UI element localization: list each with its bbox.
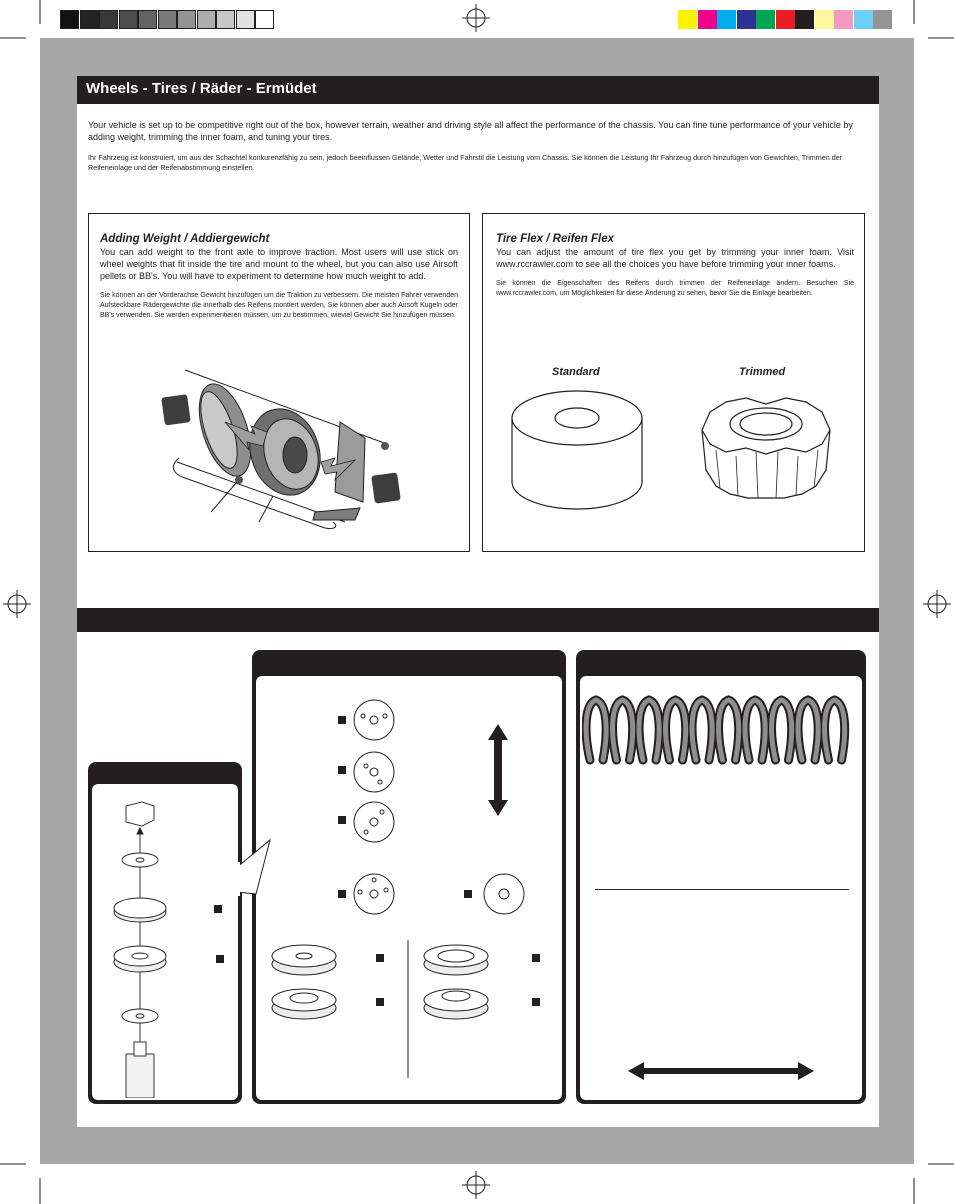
trimmed-label: Trimmed — [739, 366, 786, 378]
spring-diagram — [582, 694, 858, 766]
wheel-weight-diagram — [155, 362, 405, 532]
color-swatch — [255, 10, 274, 29]
adding-weight-text-de: Sie können an der Vorderachse Gewicht hinzufügen um die Traktion zu verbessern. Die meisten Fahrer verwenden Aufsteckbare Rädergewichte die innerhalb des Reifens montiert werden, Sie können aber auch Airsoft Kugeln oder BB's verwenden. Sie werden experimentieren müssen, um zu bestimmen, wieviel Gewicht Sie hinzufügen müssen. — [100, 292, 458, 319]
part-marker — [532, 998, 540, 1006]
callout-pointer — [232, 838, 272, 898]
shock-stack-diagram — [100, 798, 200, 1098]
color-swatch — [834, 10, 853, 29]
color-swatch — [216, 10, 235, 29]
color-swatch — [678, 10, 697, 29]
part-marker — [338, 816, 346, 824]
intro-text-en: Your vehicle is set up to be competitive right out of the box, however terrain, weather and driving style all affect the performance of the chassis. You can fine tune performance of your vehicle by adding weight, trimming the inner foam, and tuning your tires. — [88, 120, 853, 142]
horizontal-double-arrow — [628, 1062, 814, 1080]
color-swatch — [138, 10, 157, 29]
adding-weight-text-en: You can add weight to the front axle to improve traction. Most users will use stick on wheel weights that fit inside the tire and mount to the wheel, but you can also use Airsoft pellets or BB's. You will have to experiment to determine how much weight to add. — [100, 247, 458, 281]
color-swatch — [158, 10, 177, 29]
standard-label: Standard — [552, 366, 600, 378]
color-swatch — [795, 10, 814, 29]
color-swatch — [717, 10, 736, 29]
color-swatch — [854, 10, 873, 29]
section-bar-2 — [77, 608, 879, 632]
color-swatch — [177, 10, 196, 29]
adding-weight-title: Adding Weight / Addiergewicht — [100, 233, 270, 245]
color-swatch — [80, 10, 99, 29]
part-marker — [216, 955, 224, 963]
piston-diagram — [330, 696, 530, 926]
color-swatch — [119, 10, 138, 29]
part-marker — [338, 890, 346, 898]
divider-line — [595, 889, 849, 890]
part-marker — [338, 716, 346, 724]
part-marker — [338, 766, 346, 774]
part-marker — [214, 905, 222, 913]
part-marker — [376, 998, 384, 1006]
color-swatch — [236, 10, 255, 29]
section-title: Wheels - Tires / Räder - Ermüdet — [86, 80, 317, 97]
piston-side-diagram — [268, 938, 548, 1078]
tire-flex-title: Tire Flex / Reifen Flex — [496, 233, 615, 245]
tire-flex-text-de: Sie können die Eigenschaften des Reifens durch trimmen der Reifeneinlage ändern. Besuchen Sie www.rccrawler.com, um Möglichkeiten für diese Änderung zu sehen, bevor Sie die Einlage bearbeiten. — [496, 280, 854, 297]
color-swatch — [776, 10, 795, 29]
color-swatch — [60, 10, 79, 29]
color-swatch — [873, 10, 892, 29]
color-swatch — [737, 10, 756, 29]
color-swatch — [815, 10, 834, 29]
color-swatch — [756, 10, 775, 29]
part-marker — [532, 954, 540, 962]
standard-foam-diagram — [508, 384, 646, 514]
color-swatch — [698, 10, 717, 29]
color-swatch — [197, 10, 216, 29]
trimmed-foam-diagram — [696, 390, 836, 510]
part-marker — [464, 890, 472, 898]
color-swatch — [99, 10, 118, 29]
intro-text-de: Ihr Fahrzeug ist konstruiert, um aus der Schachtel konkurenzfähig zu sein, jedoch beeinflussen Gelände, Wetter und Fahrstil die Leistung vom Chassis. Sie können die Leistung Ihr Fahrzeug durch hinzufügen von Gewichten, Trimmen der Reifeneinlage und der Reifenabstimmung einstellen. — [88, 153, 843, 172]
tire-flex-text-en: You can adjust the amount of tire flex you get by trimming your inner foam. Visit www.rccrawler.com to see all the choices you have before trimming your inner foams. — [496, 247, 854, 269]
part-marker — [376, 954, 384, 962]
